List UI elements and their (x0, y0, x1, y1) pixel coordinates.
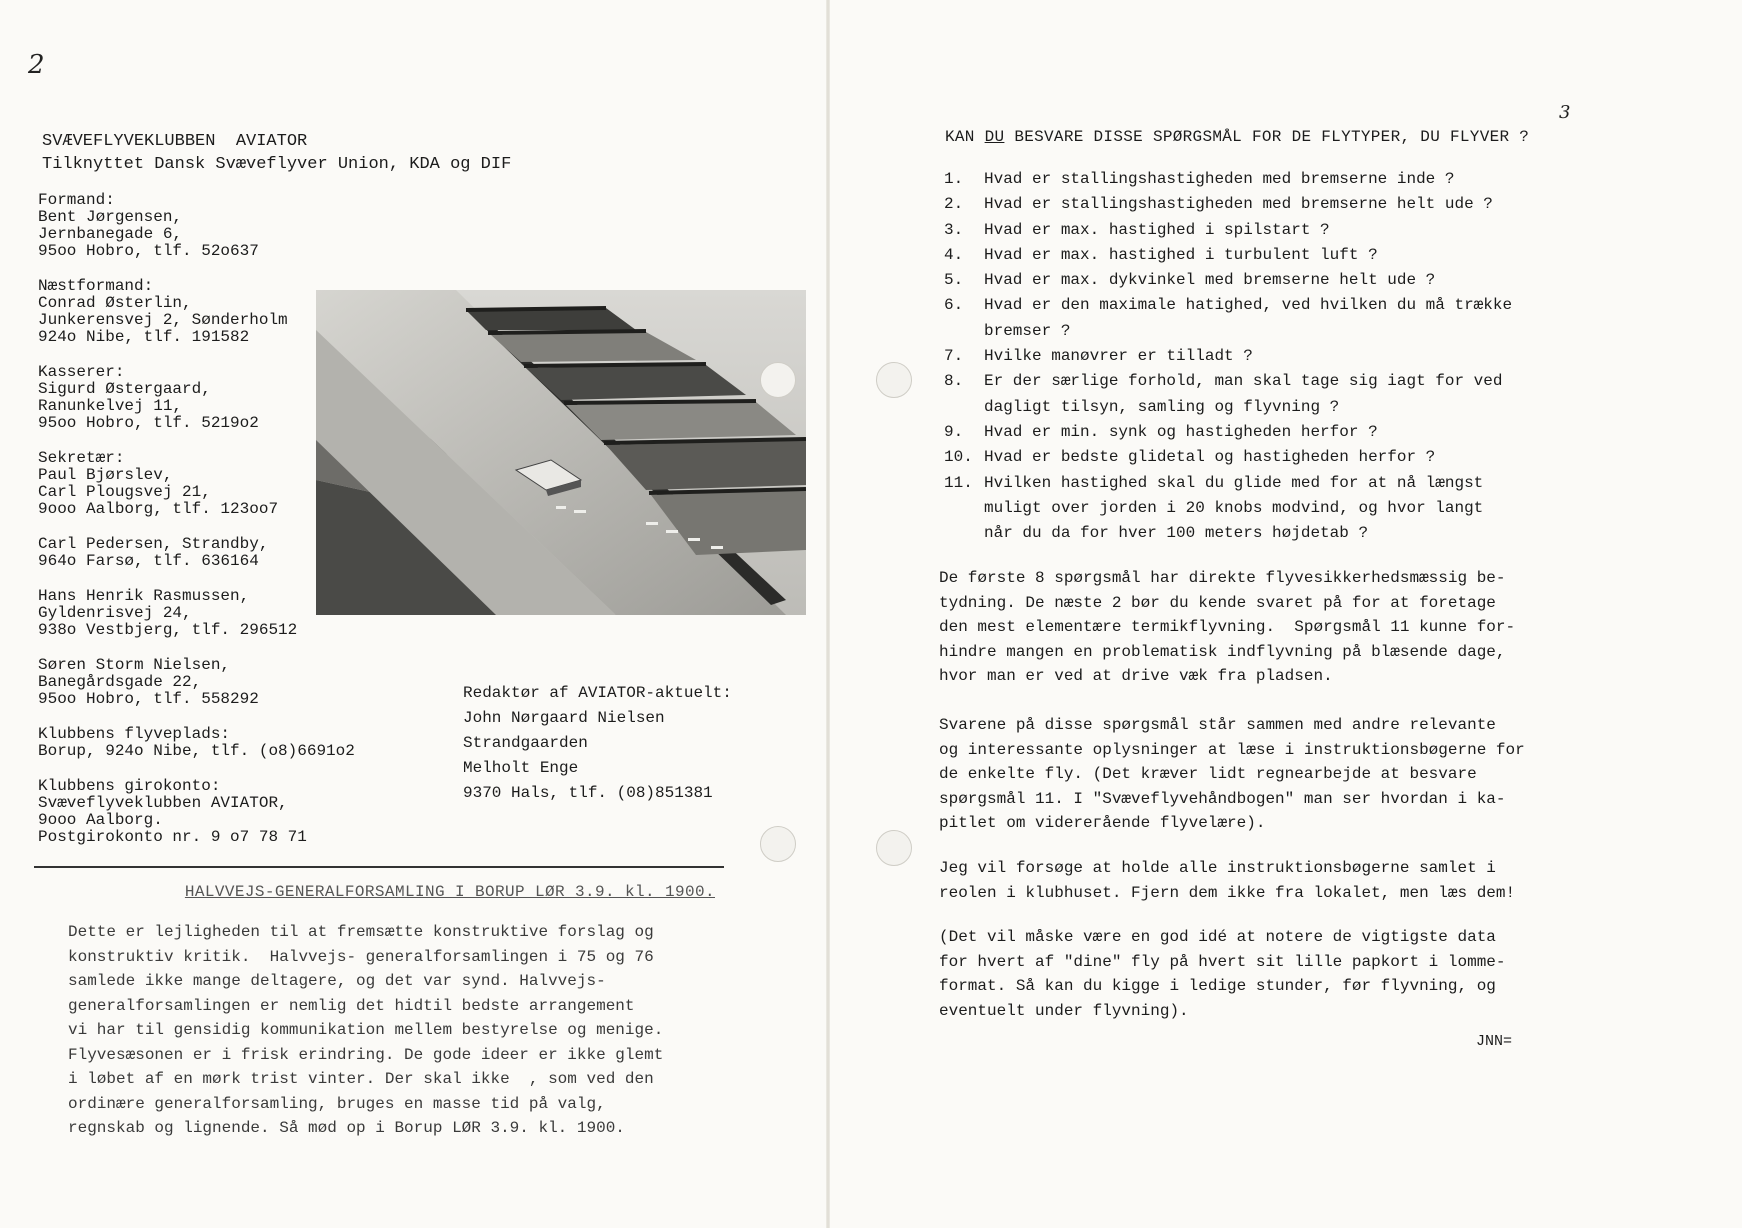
officer-line: Conrad Østerlin, (38, 294, 192, 312)
officer-line: Gyldenrisvej 24, (38, 604, 192, 622)
editor-line: Redaktør af AVIATOR-aktuelt: (463, 684, 732, 702)
officer-line: 964o Farsø, tlf. 636164 (38, 552, 259, 570)
paragraph-line: Svarene på disse spørgsmål står sammen med andre relevante (939, 716, 1496, 734)
meeting-line: Dette er lejligheden til at fremsætte konstruktive forslag og (68, 923, 654, 941)
officer-line: Jernbanegade 6, (38, 225, 183, 243)
question-item (944, 420, 1512, 445)
officer-line: Svæveflyveklubben AVIATOR, (38, 794, 288, 812)
question-number: 1. (944, 170, 964, 188)
editor-line: John Nørgaard Nielsen (463, 709, 665, 727)
meeting-line: vi har til gensidig kommunikation mellem bestyrelse og menige. (68, 1021, 664, 1039)
officer-line: Carl Pedersen, Strandby, (38, 535, 269, 553)
signature: JNN= (1476, 1033, 1513, 1050)
paragraph-line: spørgsmål 11. I "Svæveflyvehåndbogen" man ser hvordan i ka- (939, 789, 1506, 808)
meeting-line: konstruktiv kritik. Halvvejs- generalforsamlingen i 75 og 76 (68, 947, 654, 966)
question-item (944, 344, 1512, 369)
meeting-heading: HALVVEJS-GENERALFORSAMLING I BORUP LØR 3.9. kl. 1900. (184, 883, 715, 901)
officer-line: Banegårdsgade 22, (38, 673, 202, 691)
paragraph-line: den mest elementære termikflyvning. Spørgsmål 11 kunne for- (939, 618, 1516, 636)
question-line: Er der særlige forhold, man skal tage sig iagt for ved (984, 372, 1503, 391)
paragraph-line: hvor man er ved at drive væk fra pladsen. (939, 667, 1333, 685)
club-affiliation: Tilknyttet Dansk Svæveflyver Union, KDA og DIF (42, 155, 512, 174)
question-line: Hvilken hastighed skal du glide med for at nå længst (984, 473, 1484, 492)
question-text (984, 420, 1378, 445)
question-line: Hvad er min. synk og hastigheden herfor ? (984, 422, 1378, 441)
editor-line: Melholt Enge (463, 759, 579, 777)
officer-block (38, 726, 358, 760)
question-line: når du da for hver 100 meters højdetab ? (984, 524, 1369, 543)
officer-line: Klubbens girokonto: (38, 777, 221, 795)
question-number: 4. (944, 245, 964, 264)
officer-block (38, 778, 358, 846)
question-list (944, 167, 1512, 546)
officer-block (38, 450, 358, 518)
officer-line: 938o Vestbjerg, tlf. 296512 (38, 621, 298, 639)
officer-block (38, 278, 358, 346)
punch-hole-left-top (760, 362, 796, 398)
officer-list (38, 192, 358, 864)
meeting-announcement (68, 920, 663, 1141)
officer-line: 95oo Hobro, tlf. 52o637 (38, 242, 259, 260)
left-page (0, 0, 828, 1228)
question-line: Hvad er max. hastighed i turbulent luft ? (984, 245, 1378, 264)
meeting-line: ordinære generalforsamling, bruges en masse tid på valg, (68, 1094, 606, 1113)
question-item (944, 243, 1512, 268)
question-heading (945, 128, 1529, 146)
question-line: Hvad er max. hastighed i spilstart ? (984, 220, 1330, 239)
officer-line: 95oo Hobro, tlf. 558292 (38, 690, 259, 708)
officer-line: Formand: (38, 191, 115, 209)
paragraph-line: reolen i klubhuset. Fjern dem ikke fra lokalet, men læs dem! (939, 883, 1516, 902)
page-gutter (826, 0, 830, 1228)
page-number: 3 (1559, 102, 1571, 123)
officer-line: Sigurd Østergaard, (38, 380, 211, 398)
question-line: Hvilke manøvrer er tilladt ? (984, 347, 1253, 366)
question-text (984, 218, 1330, 243)
question-item (944, 268, 1512, 293)
question-number: 11. (944, 473, 973, 492)
airfield-aerial-photo (316, 290, 806, 615)
editor-line: 9370 Hals, tlf. (08)851381 (463, 784, 713, 802)
officer-line: Næstformand: (38, 277, 154, 295)
question-number: 9. (944, 422, 964, 441)
question-item (944, 471, 1512, 547)
paragraph-line: hindre mangen en problematisk indflyvning på blæsende dage, (939, 642, 1506, 661)
question-text (984, 192, 1493, 217)
question-text (984, 243, 1378, 268)
officer-line: 95oo Hobro, tlf. 5219o2 (38, 414, 259, 432)
question-line: Hvad er bedste glidetal og hastigheden herfor ? (984, 448, 1436, 467)
question-item (944, 369, 1512, 420)
officer-block (38, 588, 358, 639)
officer-block (38, 536, 358, 570)
question-text (984, 293, 1512, 344)
section-divider (34, 866, 724, 868)
question-number: 5. (944, 271, 964, 290)
question-text (984, 344, 1253, 369)
question-item (944, 293, 1512, 344)
officer-line: Kasserer: (38, 363, 125, 381)
question-line: Hvad er den maximale hatighed, ved hvilken du må trække (984, 296, 1513, 315)
question-item (944, 218, 1512, 243)
paragraph-line: (Det vil måske være en god idé at notere de vigtigste data (939, 928, 1496, 946)
question-number: 3. (944, 220, 964, 239)
paragraph-line: pitlet om viderегående flyvelære). (939, 814, 1266, 832)
club-name: SVÆVEFLYVEKLUBBEN AVIATOR (42, 132, 308, 151)
question-text (984, 471, 1483, 547)
question-line: bremser ? (984, 321, 1071, 340)
officer-block (38, 192, 358, 260)
meeting-line: regnskab og lignende. Så mød op i Borup LØR 3.9. kl. 1900. (68, 1119, 625, 1137)
editor-contact (463, 681, 732, 806)
officer-block (38, 657, 358, 708)
officer-line: Klubbens flyveplads: (38, 725, 231, 743)
paragraph-line: de enkelte fly. (Det kræver lidt regnearbejde at besvare (939, 765, 1477, 783)
question-text (984, 445, 1435, 470)
question-item (944, 445, 1512, 470)
question-number: 8. (944, 372, 964, 391)
paragraph-safety (939, 566, 1515, 689)
question-text (984, 268, 1435, 293)
question-line: Hvad er max. dykvinkel med bremserne helt ude ? (984, 271, 1436, 290)
question-heading-post: BESVARE DISSE SPØRGSMÅL FOR DE FLYTYPER, DU FLYVER ? (1004, 128, 1530, 146)
paragraph-line: De første 8 spørgsmål har direkte flyvesikkerhedsmæssig be- (939, 569, 1506, 587)
officer-line: Hans Henrik Rasmussen, (38, 587, 250, 605)
paragraph-line: Jeg vil forsøge at holde alle instruktionsbøgerne samlet i (939, 859, 1496, 877)
punch-hole-right-top (876, 362, 912, 398)
meeting-line: i løbet af en mørk trist vinter. Der skal ikke , som ved den (68, 1070, 654, 1088)
question-line: dagligt tilsyn, samling og flyvning ? (984, 397, 1340, 416)
question-number: 2. (944, 195, 964, 214)
question-number: 10. (944, 448, 973, 467)
meeting-line: samlede ikke mange deltagere, og det var synd. Halvvejs- (68, 972, 606, 990)
officer-line: Junkerensvej 2, Sønderholm (38, 311, 288, 329)
question-line: muligt over jorden i 20 knobs modvind, og hvor langt (984, 498, 1484, 517)
club-header (42, 130, 511, 176)
officer-line: Søren Storm Nielsen, (38, 656, 231, 674)
paragraph-line: format. Så kan du kigge i ledige stunder, før flyvning, og (939, 977, 1496, 995)
punch-hole-right-bottom (876, 830, 912, 866)
officer-line: Paul Bjørslev, (38, 466, 173, 484)
officer-line: Borup, 924o Nibe, tlf. (o8)6691o2 (38, 742, 355, 760)
airfield-photo-graphic (316, 290, 806, 615)
question-heading-du: DU (984, 128, 1005, 146)
officer-line: Sekretær: (38, 449, 125, 467)
question-line: Hvad er stallingshastigheden med bremserne inde ? (984, 170, 1455, 188)
punch-hole-left-bottom (760, 826, 796, 862)
question-item (944, 167, 1512, 192)
handwritten-page-number: 2 (28, 50, 45, 80)
meeting-line: generalforsamlingen er nemlig det hidtil bedste arrangement (68, 996, 635, 1015)
officer-block (38, 364, 358, 432)
paragraph-line: tydning. De næste 2 bør du kende svaret på for at foretage (939, 593, 1496, 612)
paragraph-line: for hvert af "dine" fly på hvert sit lille papkort i lomme- (939, 952, 1506, 971)
officer-line: Carl Plougsvej 21, (38, 483, 211, 501)
question-text (984, 369, 1502, 420)
paragraph-line: eventuelt under flyvning). (939, 1001, 1189, 1020)
paragraph-line: og interessante oplysninger at læse i instruktionsbøgerne for (939, 740, 1525, 759)
question-line: Hvad er stallingshastigheden med bremserne helt ude ? (984, 195, 1493, 214)
officer-line: Postgirokonto nr. 9 o7 78 71 (38, 828, 307, 846)
question-number: 6. (944, 296, 964, 315)
officer-line: Ranunkelvej 11, (38, 397, 183, 415)
question-item (944, 192, 1512, 217)
officer-line: 924o Nibe, tlf. 191582 (38, 328, 250, 346)
meeting-line: Flyvesæsonen er i frisk erindring. De gode ideer er ikke glemt (68, 1045, 664, 1064)
question-text (984, 167, 1454, 192)
question-number: 7. (944, 347, 964, 366)
officer-line: 9ooo Aalborg, tlf. 123oo7 (38, 500, 279, 518)
officer-line: 9ooo Aalborg. (38, 811, 163, 829)
editor-line: Strandgaarden (463, 734, 588, 752)
officer-line: Bent Jørgensen, (38, 208, 183, 226)
paragraph-shelf (939, 856, 1515, 905)
paragraph-handbooks (939, 713, 1525, 836)
paragraph-pocket-card (939, 925, 1506, 1023)
question-heading-pre: KAN (945, 128, 985, 146)
